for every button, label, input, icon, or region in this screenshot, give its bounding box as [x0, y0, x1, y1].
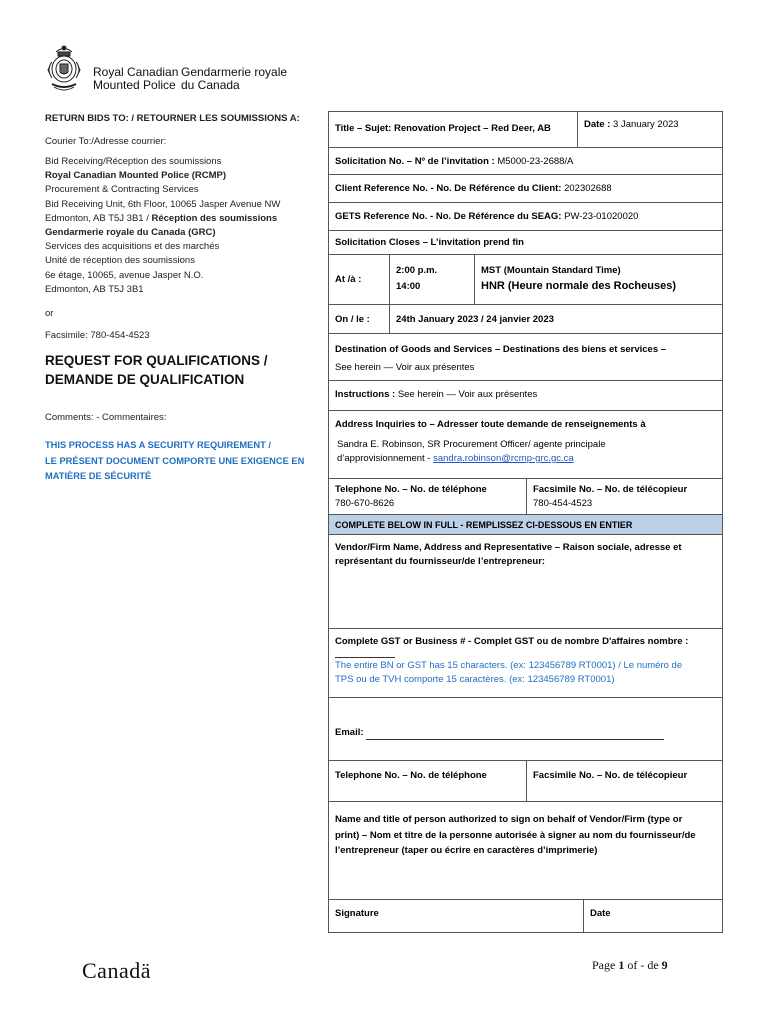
tel-cell: [328, 478, 527, 515]
date-value: 3 January 2023: [613, 119, 679, 130]
on-value: 24th January 2023 / 24 janvier 2023: [396, 314, 554, 325]
solicitation-label: Solicitation No. – Nº de l’invitation :: [335, 156, 495, 167]
org-fr-line2: du Canada: [181, 78, 240, 92]
title-value: Renovation Project – Red Deer, AB: [393, 123, 551, 134]
gst-label: Complete GST or Business # - Complet GST ou de nombre D'affaires nombre :: [335, 636, 689, 647]
signature-label: Signature: [335, 908, 379, 919]
inquiries-contact-line1: Sandra E. Robinson, SR Procurement Officer/ agente principale: [337, 439, 606, 450]
instructions-label: Instructions :: [335, 389, 396, 400]
time-24h: 14:00: [396, 281, 421, 292]
email-label: Email:: [335, 727, 364, 738]
gst-blank-line: [335, 649, 395, 658]
rfq-title: [45, 351, 315, 389]
rcmp-crest-icon: [44, 44, 84, 94]
vendor-fax-label: Facsimile No. – No. de télécopieur: [533, 770, 688, 781]
address-line: [45, 212, 315, 226]
authorized-person-field[interactable]: [328, 801, 723, 900]
complete-below-text: COMPLETE BELOW IN FULL - REMPLISSEZ CI-DESSOUS EN ENTIER: [335, 520, 633, 530]
rfq-title-line2: DEMANDE DE QUALIFICATION: [45, 372, 245, 387]
instructions-value: See herein — Voir aux présentes: [397, 389, 538, 400]
org-en-line1: Royal Canadian: [93, 65, 179, 79]
gets-cell: [328, 202, 723, 231]
timezone-fr: HNR (Heure normale des Rocheuses): [481, 280, 676, 292]
destination-label: Destination of Goods and Services – Destinations des biens et services –: [335, 344, 667, 355]
org-name-fr: [181, 66, 287, 92]
fax-cell: [526, 478, 723, 515]
complete-below-banner: [328, 514, 723, 535]
inquiries-contact-line2: [335, 452, 716, 466]
facsimile-label: Facsimile: 780-454-4523: [45, 330, 150, 341]
auth-label-line1: Name and title of person authorized to sign on behalf of Vendor/Firm (type or: [335, 814, 683, 825]
at-cell: [328, 254, 390, 305]
instructions-cell: [328, 380, 723, 411]
address-line: Bid Receiving Unit, 6th Floor, 10065 Jasper Avenue NW: [45, 198, 281, 210]
inquiries-email-link[interactable]: sandra.robinson@rcmp-grc.gc.ca: [433, 453, 574, 464]
gst-note-line1: The entire BN or GST has 15 characters. (ex: 123456789 RT0001) / Le numéro de: [335, 660, 683, 671]
on-value-cell: [389, 304, 723, 334]
inquiries-contact-text: d’approvisionnement -: [337, 453, 434, 464]
courier-label: Courier To:/Adresse courrier:: [45, 136, 167, 147]
security-line1: THIS PROCESS HAS A SECURITY REQUIREMENT /: [45, 440, 271, 450]
address-line: Bid Receiving/Réception des soumissions: [45, 156, 222, 167]
email-field[interactable]: [328, 697, 723, 761]
bid-form: [328, 111, 723, 933]
closes-label: Solicitation Closes – L’invitation prend fin: [335, 237, 524, 248]
auth-label-line2: print) – Nom et titre de la personne autorisée à signer au nom du fournisseur/de: [335, 829, 696, 841]
time-12h: 2:00 p.m.: [396, 265, 438, 276]
title-label: Title – Sujet:: [335, 123, 392, 134]
email-blank-line: [366, 729, 664, 740]
address-line: Edmonton, AB T5J 3B1: [45, 283, 144, 295]
timezone-cell: [474, 254, 723, 305]
address-line-text: Edmonton, AB T5J 3B1 /: [45, 212, 152, 224]
solicitation-value: M5000-23-2688/A: [497, 156, 574, 167]
gets-label: GETS Reference No. - No. De Référence du SEAG:: [335, 211, 562, 222]
vendor-label-line2: représentant du fournisseur/de l’entrepreneur:: [335, 556, 546, 567]
page-number: [592, 958, 668, 973]
page-total: 9: [661, 958, 668, 972]
gst-note-line2: TPS ou de TVH comporte 15 caractères. (ex: 123456789 RT0001): [335, 674, 615, 685]
gst-field[interactable]: [328, 628, 723, 698]
address-line: Unité de réception des soumissions: [45, 255, 195, 267]
title-cell: [328, 111, 578, 148]
org-name-en: [93, 66, 178, 92]
or-label: or: [45, 308, 54, 319]
inquiries-cell: [328, 410, 723, 479]
gets-value: PW-23-01020020: [564, 211, 639, 222]
security-line2: LE PRÉSENT DOCUMENT COMPORTE UNE EXIGENCE EN: [45, 455, 305, 466]
signature-date-field[interactable]: [583, 899, 723, 933]
fax-value: 780-454-4523: [533, 498, 593, 509]
client-ref-label: Client Reference No. - No. De Référence du Client:: [335, 183, 562, 194]
on-cell: [328, 304, 390, 334]
vendor-tel-label: Telephone No. – No. de téléphone: [335, 770, 487, 781]
vendor-label-line1: Vendor/Firm Name, Address and Representative – Raison sociale, adresse et: [335, 542, 682, 553]
fax-label: Facsimile No. – No. de télécopieur: [533, 484, 688, 495]
address-line: Royal Canadian Mounted Police (RCMP): [45, 170, 227, 182]
page-prefix: Page: [592, 958, 616, 972]
address-line: 6e étage, 10065, avenue Jasper N.O.: [45, 269, 204, 281]
client-ref-value: 202302688: [564, 183, 612, 194]
bid-address: [45, 155, 315, 297]
vendor-fax-field[interactable]: [526, 760, 723, 802]
tel-label: Telephone No. – No. de téléphone: [335, 484, 487, 495]
address-line-bold: Réception des soumissions: [151, 212, 278, 224]
signature-date-label: Date: [590, 908, 611, 919]
tel-value: 780-670-8626: [335, 498, 395, 509]
inquiries-label: Address Inquiries to – Adresser toute demande de renseignements à: [335, 419, 646, 430]
date-cell: [577, 111, 723, 148]
client-ref-cell: [328, 174, 723, 203]
solicitation-cell: [328, 147, 723, 175]
time-cell: [389, 254, 475, 305]
address-line: Gendarmerie royale du Canada (GRC): [45, 227, 216, 239]
security-notice: [45, 438, 320, 485]
security-line3: MATIÈRE DE SÉCURITÉ: [45, 471, 152, 481]
vendor-field[interactable]: [328, 534, 723, 629]
return-bids-heading: RETURN BIDS TO: / RETOURNER LES SOUMISSIONS A:: [45, 113, 300, 124]
auth-label-line3: l’entrepreneur (taper ou écrire en caractères d’imprimerie): [335, 845, 598, 856]
signature-field[interactable]: [328, 899, 584, 933]
at-label: At /à :: [335, 274, 362, 285]
closes-cell: [328, 230, 723, 255]
destination-cell: [328, 333, 723, 381]
comments-label: Comments: - Commentaires:: [45, 412, 167, 423]
page-of-label: of - de: [627, 958, 659, 972]
address-line: Procurement & Contracting Services: [45, 184, 199, 196]
canada-wordmark: Canadä: [82, 958, 151, 983]
vendor-tel-field[interactable]: [328, 760, 527, 802]
page-current: 1: [618, 958, 625, 972]
address-line: Services des acquisitions et des marchés: [45, 241, 220, 253]
destination-value: See herein — Voir aux présentes: [335, 362, 475, 373]
date-label: Date :: [584, 119, 611, 130]
org-fr-line1: Gendarmerie royale: [181, 65, 288, 79]
rfq-title-line1: REQUEST FOR QUALIFICATIONS /: [45, 353, 268, 368]
on-label: On / le :: [335, 314, 370, 325]
org-en-line2: Mounted Police: [93, 78, 176, 92]
timezone-en: MST (Mountain Standard Time): [481, 265, 621, 276]
